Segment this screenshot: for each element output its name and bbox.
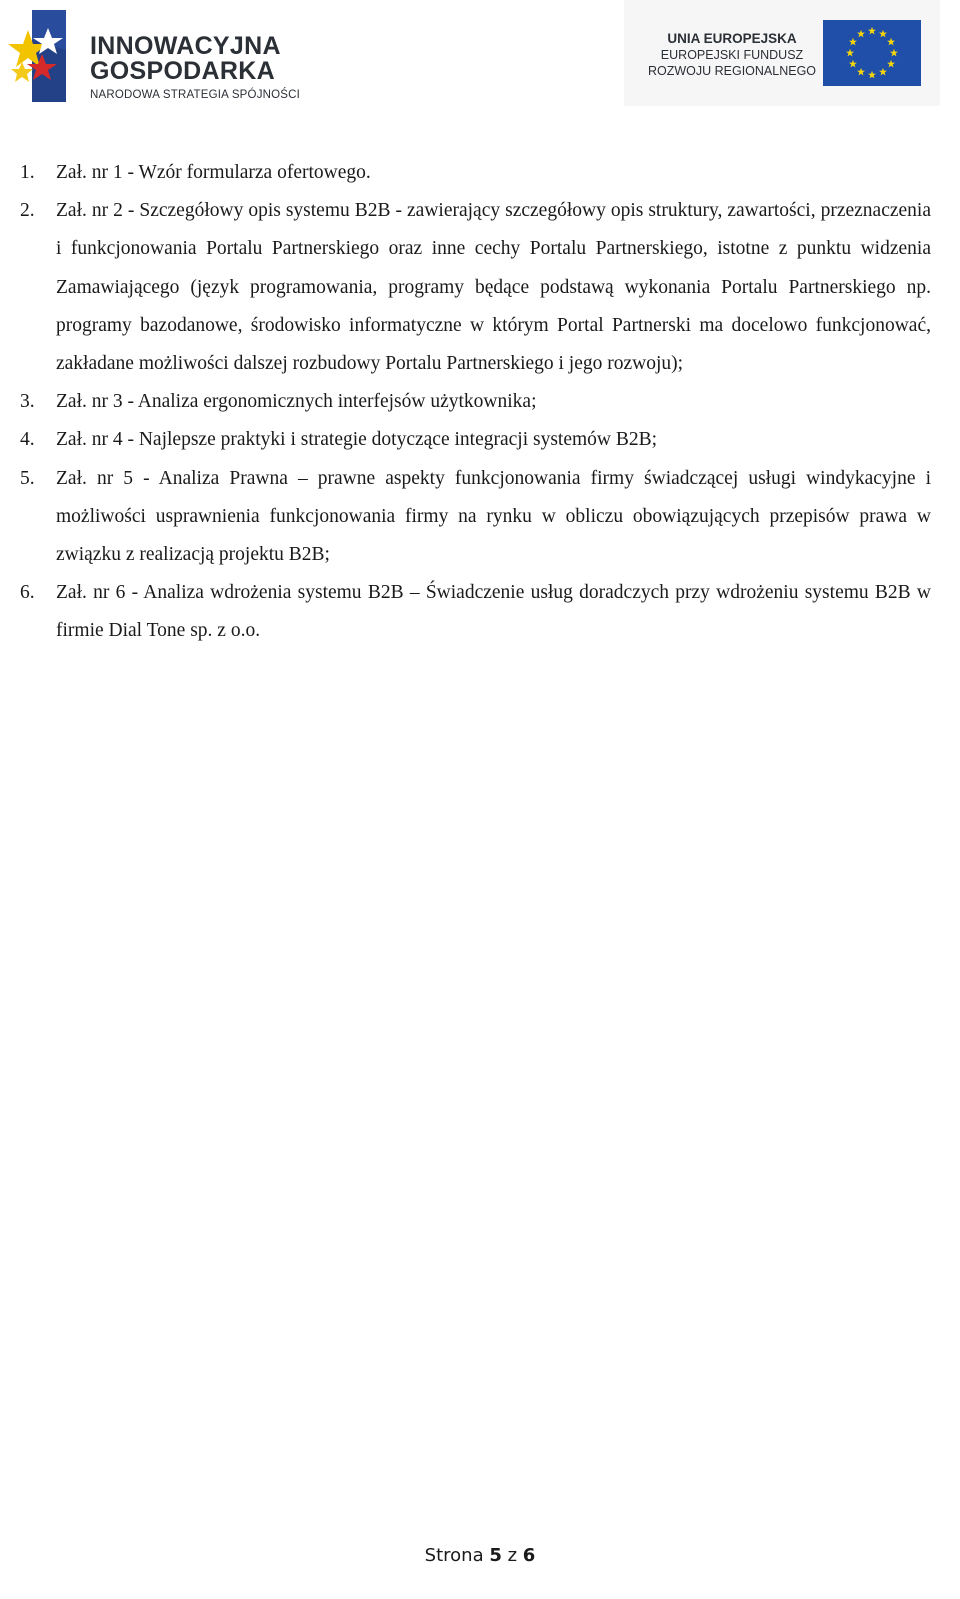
list-item-number: 3. — [20, 391, 35, 413]
list-item-number: 4. — [20, 429, 35, 451]
page-label: Strona — [424, 1545, 484, 1566]
logo-line-2: GOSPODARKA — [90, 57, 275, 85]
eu-wordmark — [642, 30, 822, 79]
unia-europejska-logo — [624, 0, 940, 106]
list-item — [20, 421, 931, 459]
document-body — [20, 154, 931, 651]
star-emblem-icon — [8, 10, 78, 106]
list-item-text: Zał. nr 6 - Analiza wdrożenia systemu B2B – Świadczenie usług doradczych przy wdrożeniu systemu B2B w firmie Dial Tone sp. z o.o. — [56, 582, 931, 642]
list-item — [20, 574, 931, 650]
eu-line-3: ROZWOJU REGIONALNEGO — [647, 64, 817, 78]
eu-line-2: EUROPEJSKI FUNDUSZ — [660, 48, 804, 62]
list-item — [20, 192, 931, 383]
attachments-list — [20, 154, 931, 651]
list-item-text: Zał. nr 1 - Wzór formularza ofertowego. — [56, 162, 371, 183]
list-item-number: 6. — [20, 582, 35, 604]
innowacyjna-gospodarka-logo — [8, 10, 318, 106]
list-item-text: Zał. nr 5 - Analiza Prawna – prawne aspekty funkcjonowania firmy świadczącej usługi windykacyjne i możliwości usprawnienia funkcjonowania firmy na rynku w obliczu obowiązujących przepisów prawa w związku z realizacją projektu B2B; — [56, 467, 931, 566]
list-item — [20, 154, 931, 192]
page-header — [0, 0, 960, 112]
total-page-count: 6 — [522, 1545, 536, 1566]
page-separator: z — [507, 1545, 518, 1566]
logo-line-1: INNOWACYJNA — [90, 32, 281, 60]
eu-flag-icon — [823, 20, 921, 86]
innowacyjna-gospodarka-wordmark — [90, 34, 300, 103]
list-item-number: 5. — [20, 467, 35, 489]
current-page-number: 5 — [489, 1545, 502, 1566]
page-number-footer — [0, 1545, 960, 1566]
list-item — [20, 460, 931, 575]
list-item-text: Zał. nr 2 - Szczegółowy opis systemu B2B - zawierający szczegółowy opis struktury, zawartości, przeznaczenia i funkcjonowania Portalu Partnerskiego oraz inne cechy Portalu Partnerskiego, istotne z punktu widzenia Zamawiającego (język programowania, programy będące podstawą wykonania Portalu Partnerskiego np. programy bazodanowe, środowisko informatyczne w którym Portal Partnerski ma docelowo funkcjonować, zakładane możliwości dalszej rozbudowy Portalu Partnerskiego i jego rozwoju); — [56, 200, 931, 375]
logo-line-3: NARODOWA STRATEGIA SPÓJNOŚCI — [90, 89, 301, 101]
eu-line-1: UNIA EUROPEJSKA — [667, 31, 797, 46]
list-item-text: Zał. nr 3 - Analiza ergonomicznych interfejsów użytkownika; — [56, 391, 537, 413]
list-item-number: 1. — [20, 162, 35, 183]
list-item — [20, 383, 931, 421]
list-item-number: 2. — [20, 200, 35, 222]
list-item-text: Zał. nr 4 - Najlepsze praktyki i strategie dotyczące integracji systemów B2B; — [56, 429, 658, 451]
